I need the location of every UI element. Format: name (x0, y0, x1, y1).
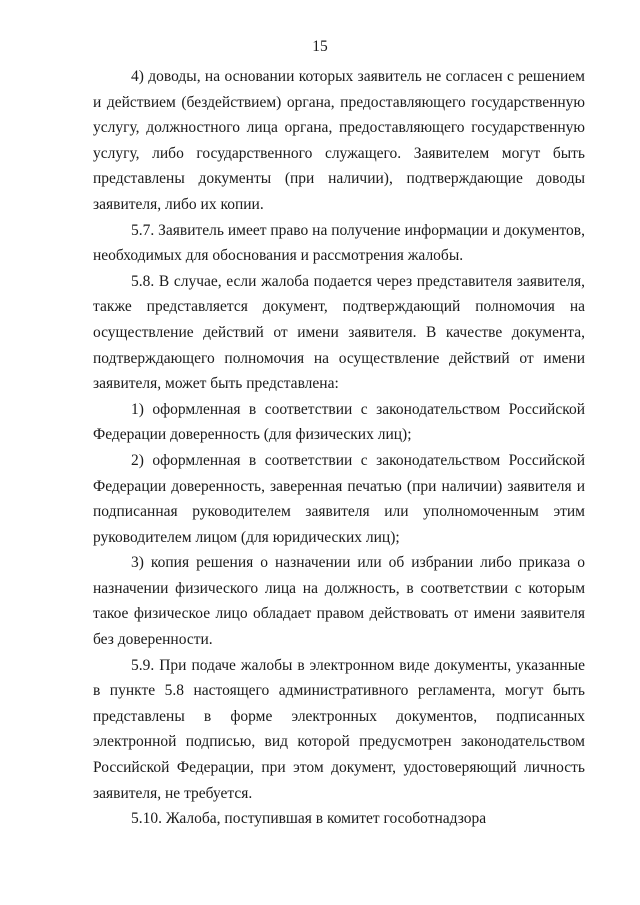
paragraph-5-8: 5.8. В случае, если жалоба подается через представителя заявителя, также представляется документ, подтверждающий полномочия на осуществление действий от имени заявителя. В качестве документа, подтверждающего полномочия на осуществление действий от имени заявителя, может быть представлена: (93, 272, 585, 393)
paragraph-5-10: 5.10. Жалоба, поступившая в комитет гособотнадзора (131, 810, 487, 828)
document-body (93, 64, 585, 832)
paragraph-item-3-appointment-copy: 3) копия решения о назначении или об избрании либо приказа о назначении физического лица на должность, в соответствии с которым такое физическое лицо обладает правом действовать от имени заявителя без доверенности. (93, 554, 585, 649)
paragraph-5-7: 5.7. Заявитель имеет право на получение информации и документов, необходимых для обоснования и рассмотрения жалобы. (93, 221, 585, 265)
paragraph-5-9: 5.9. При подаче жалобы в электронном виде документы, указанные в пункте 5.8 настоящего административного регламента, могут быть представлены в форме электронных документов, подписанных электронной подписью, вид которой предусмотрен законодательством Российской Федерации, при этом документ, удостоверяющий личность заявителя, не требуется. (93, 656, 585, 802)
page-number: 15 (312, 38, 328, 55)
paragraph-item-2-power-of-attorney-legal: 2) оформленная в соответствии с законодательством Российской Федерации доверенность, заверенная печатью (при наличии) заявителя и подписанная руководителем заявителя или уполномоченным этим руководителем лицом (для юридических лиц); (93, 451, 585, 546)
paragraph-item-1-power-of-attorney: 1) оформленная в соответствии с законодательством Российской Федерации доверенность (для физических лиц); (93, 400, 585, 444)
paragraph-item-4-arguments: 4) доводы, на основании которых заявитель не согласен с решением и действием (бездействием) органа, предоставляющего государственную услугу, должностного лица органа, предоставляющего государственную услугу, либо государственного служащего. Заявителем могут быть представлены документы (при наличии), подтверждающие доводы заявителя, либо их копии. (93, 68, 585, 213)
